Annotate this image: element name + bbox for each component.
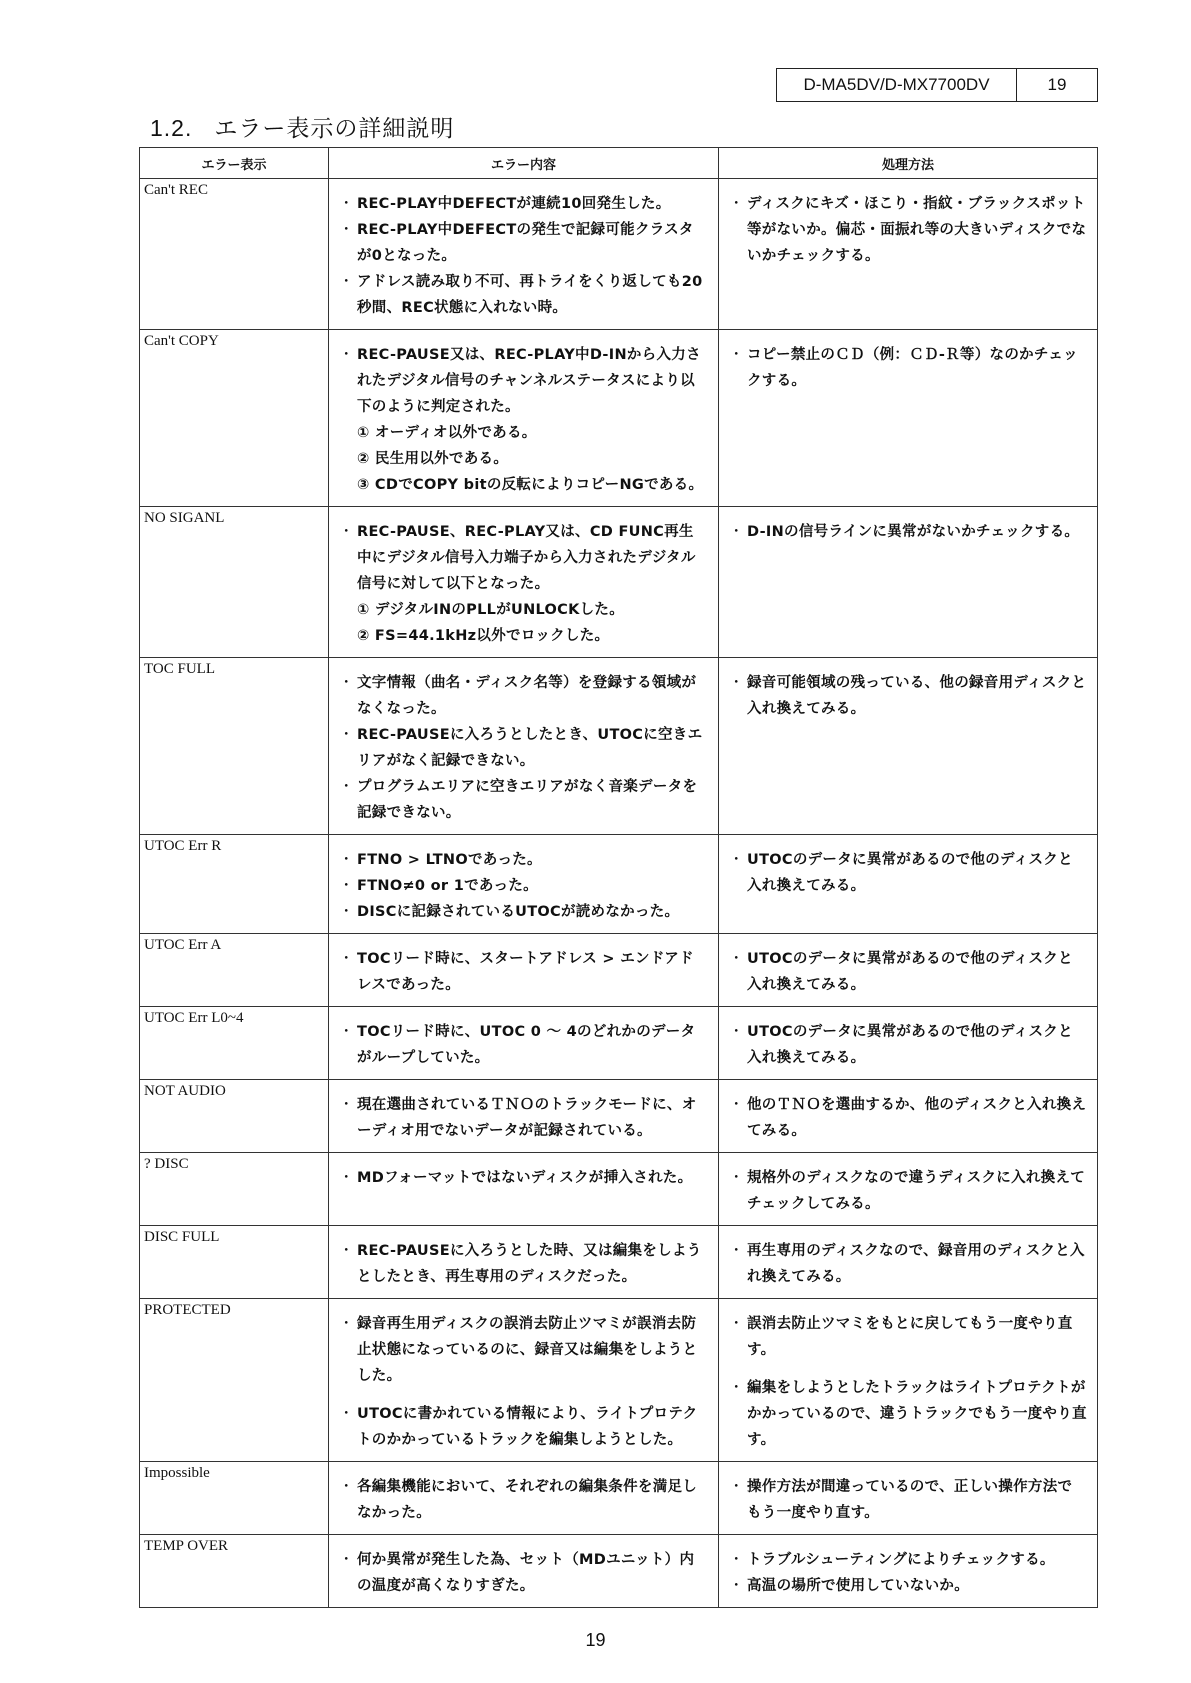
bullet-item: ・ コピー禁止のＣＤ（例：ＣＤ-Ｒ等）なのかチェックする。 [729, 342, 1087, 394]
bullet-item: ・ UTOCのデータに異常があるので他のディスクと入れ換えてみる。 [729, 946, 1087, 998]
error-description-group [329, 658, 718, 834]
bullet-item: ・ REC-PLAY中DEFECTの発生で記録可能クラスタが0となった。 [339, 217, 708, 269]
header-page-number: 19 [1047, 75, 1067, 94]
error-description-group [329, 507, 718, 657]
error-description-group [329, 1535, 718, 1607]
error-code: Impossible [140, 1462, 329, 1535]
remedy [719, 179, 1098, 330]
remedy [719, 1153, 1098, 1226]
table-row [140, 1535, 1098, 1608]
bullet-item: ・ D-INの信号ラインに異常がないかチェックする。 [729, 519, 1087, 545]
error-description [329, 1080, 719, 1153]
bullet-item: ・ 規格外のディスクなので違うディスクに入れ換えてチェックしてみる。 [729, 1165, 1087, 1217]
bullet-item: ・ UTOCのデータに異常があるので他のディスクと入れ換えてみる。 [729, 847, 1087, 899]
remedy-group [719, 1226, 1097, 1298]
remedy [719, 1080, 1098, 1153]
bullet-item: ・ 操作方法が間違っているので、正しい操作方法でもう一度やり直す。 [729, 1474, 1087, 1526]
bullet-item: ・ TOCリード時に、UTOC 0 ～ 4のどれかのデータがループしていた。 [339, 1019, 708, 1071]
error-code: Can't REC [140, 179, 329, 330]
error-description [329, 934, 719, 1007]
error-description [329, 1299, 719, 1462]
remedy-group [719, 1535, 1097, 1607]
error-description-group [329, 1007, 718, 1079]
remedy [719, 1007, 1098, 1080]
sub-item: ③ CDでCOPY bitの反転によりコピーNGである。 [357, 477, 704, 493]
error-description [329, 330, 719, 507]
bullet-item: ・ UTOCのデータに異常があるので他のディスクと入れ換えてみる。 [729, 1019, 1087, 1071]
bullet-item: ・ トラブルシューティングによりチェックする。 [729, 1547, 1087, 1573]
error-description-group [329, 1080, 718, 1152]
error-code: DISC FULL [140, 1226, 329, 1299]
bullet-item: ・ 高温の場所で使用していないか。 [729, 1573, 1087, 1599]
remedy [719, 1299, 1098, 1462]
error-description [329, 1007, 719, 1080]
bullet-item: ・ アドレス読み取り不可、再トライをくり返しても20秒間、REC状態に入れない時。 [339, 269, 708, 321]
remedy [719, 330, 1098, 507]
error-code: PROTECTED [140, 1299, 329, 1462]
bullet-item: ・ 録音可能領域の残っている、他の録音用ディスクと入れ換えてみる。 [729, 670, 1087, 722]
sub-item: ② FS=44.1kHz以外でロックした。 [357, 628, 610, 644]
remedy [719, 1462, 1098, 1535]
table-row [140, 507, 1098, 658]
error-description-group [329, 330, 718, 506]
bullet-item: ・ 現在選曲されているＴＮＯのトラックモードに、オーディオ用でないデータが記録されている。 [339, 1092, 708, 1144]
error-description [329, 179, 719, 330]
remedy [719, 658, 1098, 835]
sub-item: ① デジタルINのPLLがUNLOCKした。 [357, 602, 625, 618]
header-error-content: エラー内容 [329, 148, 719, 179]
page-header [776, 68, 1098, 102]
error-description-group [329, 835, 718, 933]
bullet-item: ・ 再生専用のディスクなので、録音用のディスクと入れ換えてみる。 [729, 1238, 1087, 1290]
bullet-item: ・ 何か異常が発生した為、セット（MDユニット）内の温度が高くなりすぎた。 [339, 1547, 708, 1599]
remedy-group [719, 658, 1097, 730]
bullet-item: ・ TOCリード時に、スタートアドレス > エンドアドレスであった。 [339, 946, 708, 998]
model-number: D-MA5DV/D-MX7700DV [777, 69, 1017, 101]
bullet-item: ・ REC-PAUSEに入ろうとした時、又は編集をしようとしたとき、再生専用のディスクだった。 [339, 1238, 708, 1290]
sub-item: ② 民生用以外である。 [357, 451, 509, 467]
remedy-group [719, 1080, 1097, 1152]
bullet-item: ・ REC-PAUSEに入ろうとしたとき、UTOCに空きエリアがなく記録できない。 [339, 722, 708, 774]
remedy-group [719, 507, 1097, 553]
bullet-item: ・ REC-PAUSE又は、REC-PLAY中D-INから入力されたデジタル信号のチャンネルステータスにより以下のように判定された。 [339, 342, 708, 420]
bullet-item: ・ ディスクにキズ・ほこり・指紋・ブラックスポット等がないか。偏芯・面振れ等の大きいディスクでないかチェックする。 [729, 191, 1087, 269]
bullet-item: ・ REC-PAUSE、REC-PLAY又は、CD FUNC再生中にデジタル信号入力端子から入力されたデジタル信号に対して以下となった。 [339, 519, 708, 597]
remedy [719, 507, 1098, 658]
table-row [140, 330, 1098, 507]
bullet-item: ・ プログラムエリアに空きエリアがなく音楽データを記録できない。 [339, 774, 708, 826]
error-code: Can't COPY [140, 330, 329, 507]
error-description [329, 1226, 719, 1299]
error-description [329, 658, 719, 835]
bullet-item: ・ 各編集機能において、それぞれの編集条件を満足しなかった。 [339, 1474, 708, 1526]
bullet-item: ・ 誤消去防止ツマミをもとに戻してもう一度やり直す。 [729, 1311, 1087, 1363]
remedy-group [719, 1462, 1097, 1534]
section-title-text: エラー表示の詳細説明 [214, 116, 455, 142]
error-description-group [329, 1397, 718, 1461]
error-code: NOT AUDIO [140, 1080, 329, 1153]
error-description-group [329, 1462, 718, 1534]
table-row [140, 1153, 1098, 1226]
table-row [140, 1007, 1098, 1080]
section-number: 1.2. [150, 115, 193, 141]
error-description [329, 835, 719, 934]
error-description-group [329, 1226, 718, 1298]
error-description-group [329, 1153, 718, 1199]
remedy-group [719, 1299, 1097, 1371]
error-description [329, 1153, 719, 1226]
bullet-item: ・ FTNO > LTNOであった。 [339, 847, 708, 873]
bullet-item: ・ FTNO≠0 or 1であった。 [339, 873, 708, 899]
error-code: UTOC Err A [140, 934, 329, 1007]
bullet-item: ・ 他のＴＮＯを選曲するか、他のディスクと入れ換えてみる。 [729, 1092, 1087, 1144]
page-number: 19 [585, 1630, 606, 1650]
error-description [329, 1462, 719, 1535]
table-row [140, 835, 1098, 934]
remedy [719, 835, 1098, 934]
error-description-group [329, 179, 718, 329]
error-code: UTOC Err L0~4 [140, 1007, 329, 1080]
remedy-group [719, 1007, 1097, 1079]
remedy-group [719, 934, 1097, 1006]
error-description [329, 507, 719, 658]
remedy [719, 1535, 1098, 1608]
error-code: NO SIGANL [140, 507, 329, 658]
header-error-display: エラー表示 [140, 148, 329, 179]
error-code: TEMP OVER [140, 1535, 329, 1608]
error-code: ? DISC [140, 1153, 329, 1226]
remedy-group [719, 835, 1097, 907]
table-row [140, 658, 1098, 835]
sub-item: ① オーディオ以外である。 [357, 425, 537, 441]
error-table-body [140, 179, 1098, 1608]
bullet-item: ・ 文字情報（曲名・ディスク名等）を登録する領域がなくなった。 [339, 670, 708, 722]
header-remedy: 処理方法 [719, 148, 1098, 179]
bullet-item: ・ 録音再生用ディスクの誤消去防止ツマミが誤消去防止状態になっているのに、録音又は編集をしようとした。 [339, 1311, 708, 1389]
error-description-group [329, 934, 718, 1006]
bullet-item: ・ MDフォーマットではないディスクが挿入された。 [339, 1165, 708, 1191]
bullet-item: ・ REC-PLAY中DEFECTが連続10回発生した。 [339, 191, 708, 217]
bullet-item: ・ 編集をしようとしたトラックはライトプロテクトがかかっているので、違うトラックでもう一度やり直す。 [729, 1375, 1087, 1453]
error-code: UTOC Err R [140, 835, 329, 934]
bullet-item: ・ UTOCに書かれている情報により、ライトプロテクトのかかっているトラックを編集しようとした。 [339, 1401, 708, 1453]
error-description [329, 1535, 719, 1608]
table-row [140, 1226, 1098, 1299]
remedy [719, 934, 1098, 1007]
remedy-group [719, 179, 1097, 277]
table-row [140, 179, 1098, 330]
remedy-group [719, 330, 1097, 402]
table-header-row [140, 148, 1098, 179]
remedy [719, 1226, 1098, 1299]
section-title [150, 110, 454, 143]
table-row [140, 1462, 1098, 1535]
error-description-group [329, 1299, 718, 1397]
remedy-group [719, 1371, 1097, 1461]
error-table [139, 147, 1098, 1608]
error-code: TOC FULL [140, 658, 329, 835]
table-row [140, 1080, 1098, 1153]
bullet-item: ・ DISCに記録されているUTOCが読めなかった。 [339, 899, 708, 925]
remedy-group [719, 1153, 1097, 1225]
table-row [140, 1299, 1098, 1462]
table-row [140, 934, 1098, 1007]
